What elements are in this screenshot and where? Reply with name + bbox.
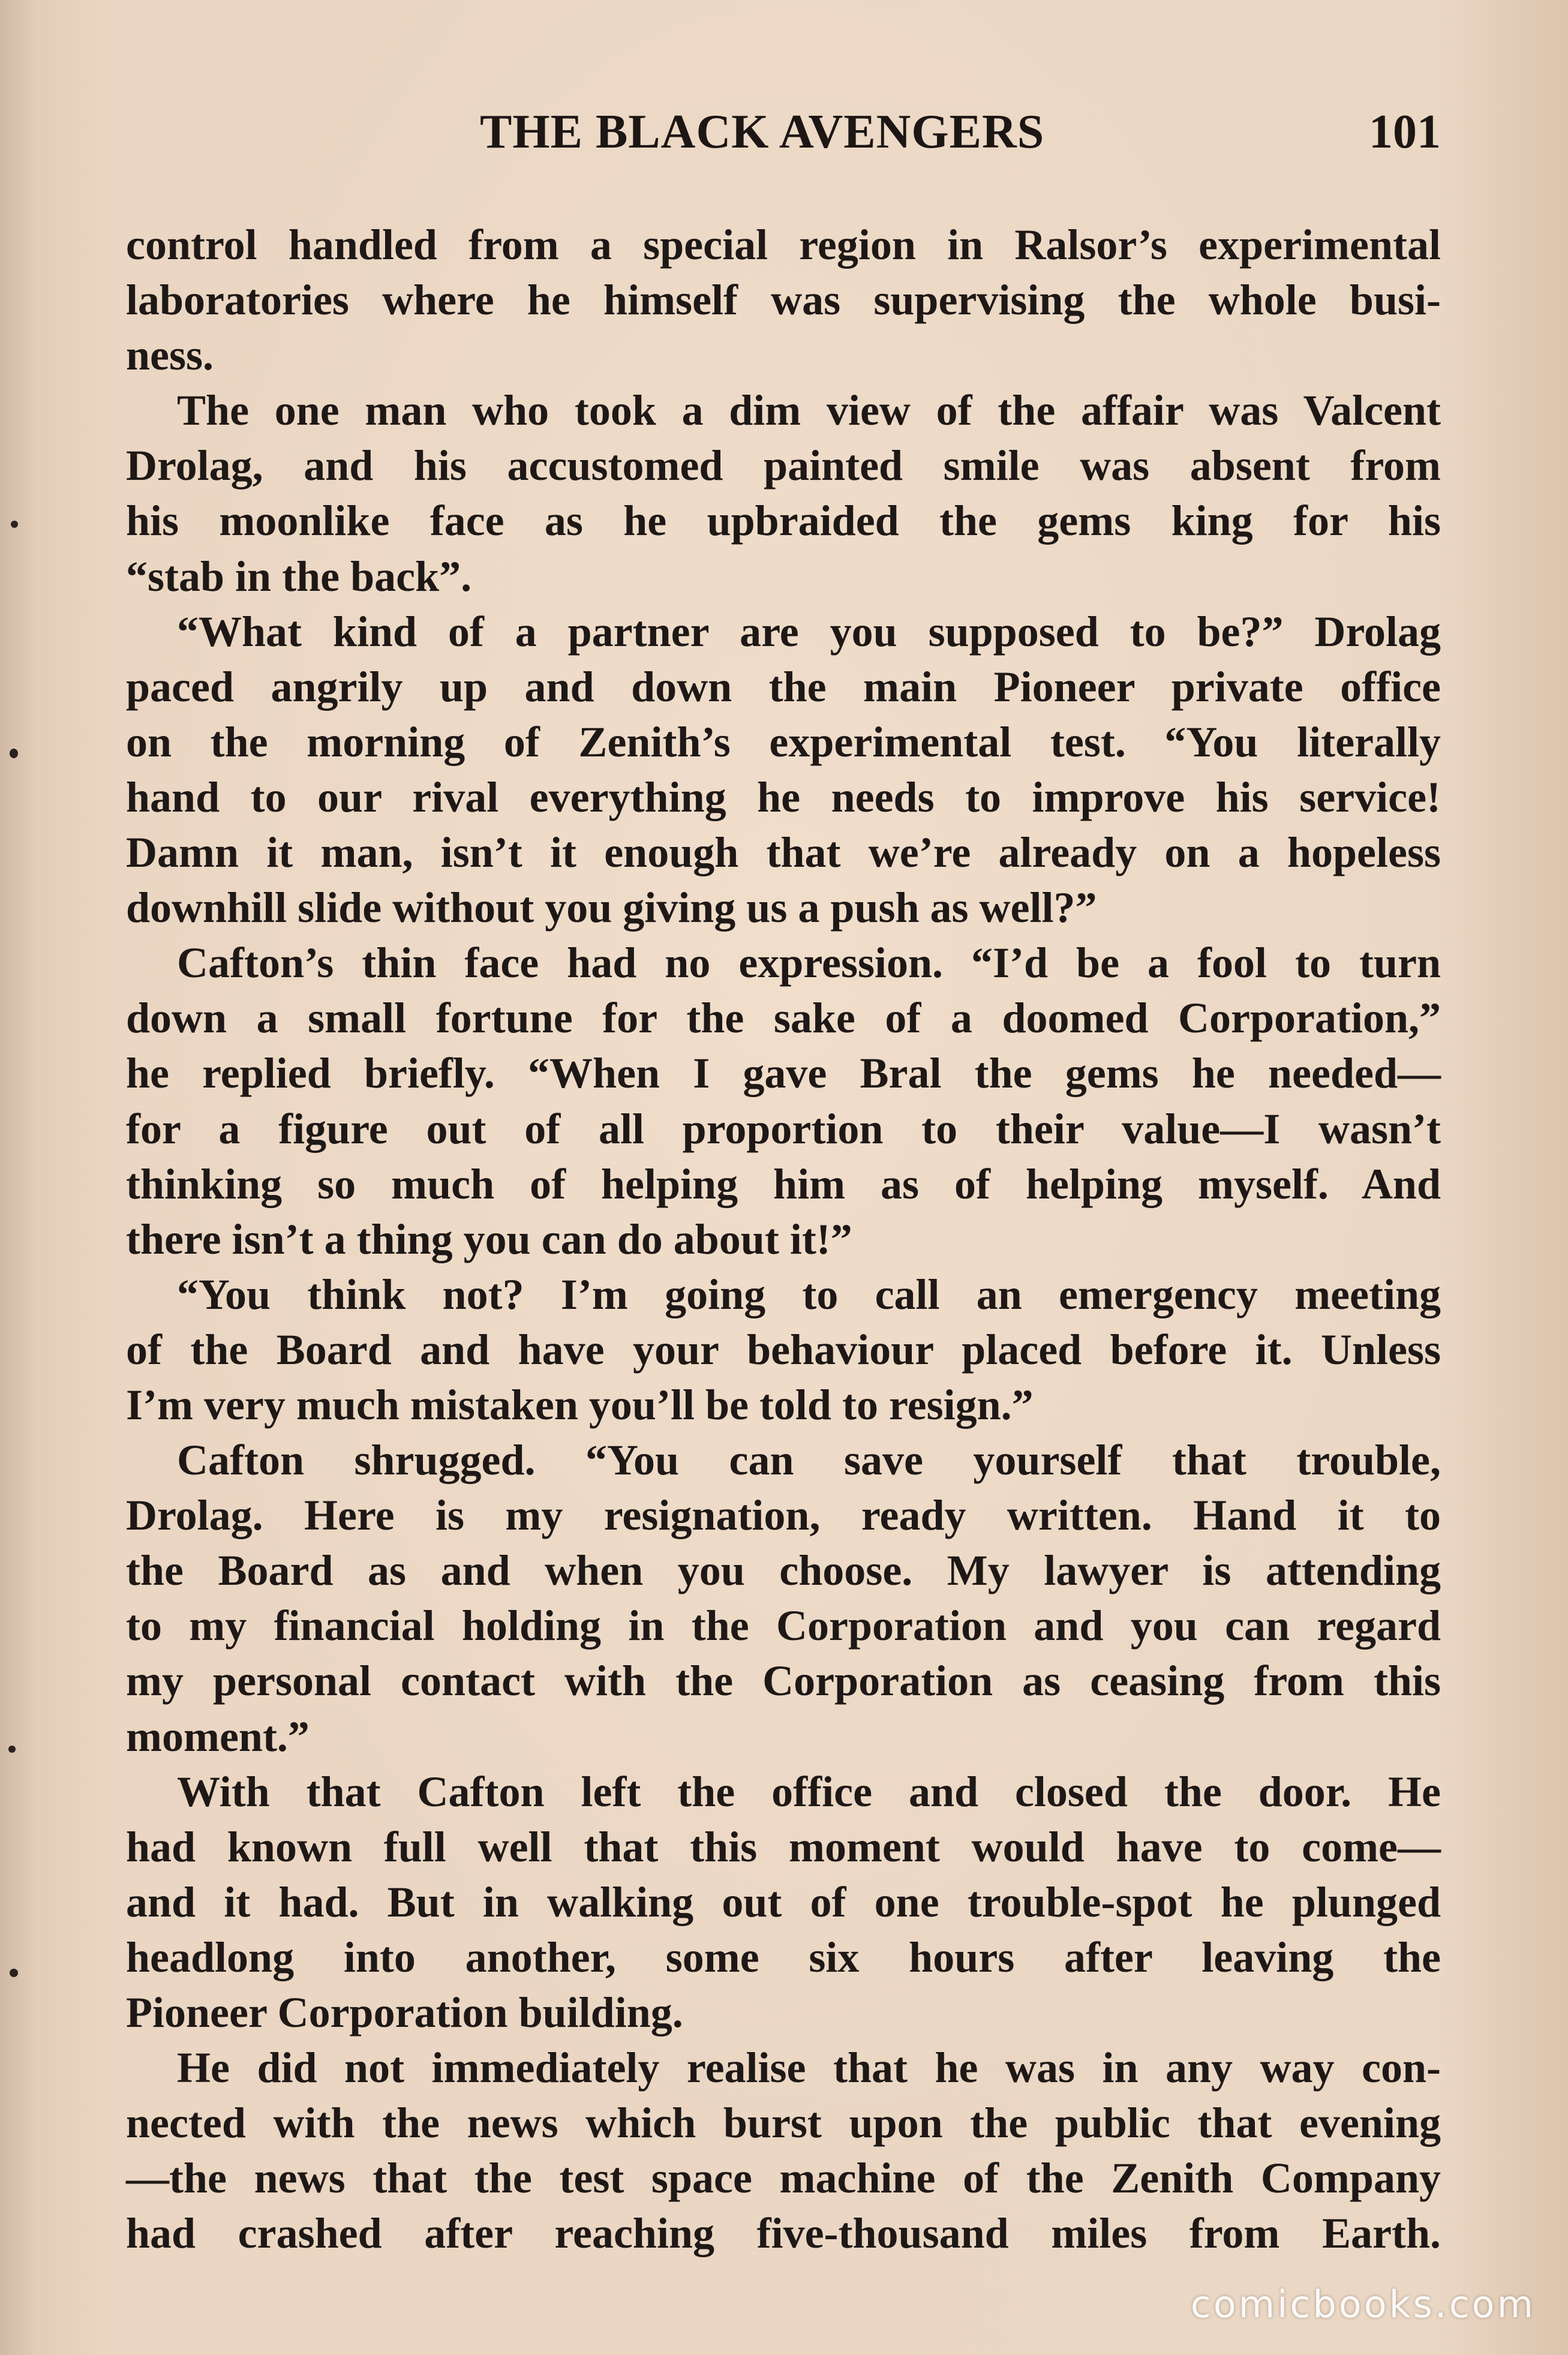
watermark-text: comicbooks.com [1190, 2282, 1536, 2326]
paragraph [126, 1267, 1441, 1432]
paragraph [126, 217, 1441, 383]
text-line: —the news that the test space machine of the Zenith Company [126, 2154, 1441, 2203]
text-line: Pioneer Corporation building. [126, 1988, 683, 2036]
text-line: downhill slide without you giving us a push as well?” [126, 884, 1097, 932]
text-line: moment.” [126, 1712, 310, 1761]
margin-speck [11, 521, 18, 528]
text-line: had crashed after reaching five-thousand miles from Earth. [126, 2209, 1441, 2258]
paragraph [126, 1432, 1441, 1764]
text-line: Drolag, and his accustomed painted smile was absent from [126, 441, 1441, 490]
text-line: Drolag. Here is my resignation, ready written. Hand it to [126, 1491, 1441, 1540]
text-line: the Board as and when you choose. My lawyer is attending [126, 1546, 1441, 1595]
text-line: “What kind of a partner are you supposed to be?” Drolag [177, 607, 1441, 656]
text-line: “You think not? I’m going to call an emergency meeting [177, 1270, 1441, 1318]
text-line: ness. [126, 331, 214, 380]
text-line: nected with the news which burst upon the public that evening [126, 2099, 1441, 2147]
text-line: down a small fortune for the sake of a doomed Corporation,” [126, 994, 1441, 1043]
text-line: “stab in the back”. [126, 552, 472, 600]
paragraph [126, 2040, 1441, 2261]
page-number: 101 [1369, 106, 1441, 158]
paragraph [126, 935, 1441, 1267]
text-line: and it had. But in walking out of one trouble-spot he plunged [126, 1878, 1441, 1926]
text-line: my personal contact with the Corporation as ceasing from this [126, 1657, 1441, 1705]
paragraph [126, 604, 1441, 936]
text-line: Cafton shrugged. “You can save yourself that trouble, [177, 1436, 1441, 1485]
text-line: to my financial holding in the Corporation and you can regard [126, 1602, 1441, 1650]
text-line: for a figure out of all proportion to their value—I wasn’t [126, 1104, 1441, 1153]
text-line: He did not immediately realise that he was in any way con- [177, 2044, 1441, 2092]
text-line: The one man who took a dim view of the affair was Valcent [177, 386, 1441, 435]
paragraph [126, 383, 1441, 603]
text-line: of the Board and have your behaviour placed before it. Unless [126, 1325, 1441, 1374]
margin-speck [10, 1969, 18, 1977]
text-line: paced angrily up and down the main Pioneer private office [126, 662, 1441, 711]
text-line: laboratories where he himself was supervising the whole busi- [126, 276, 1441, 325]
text-line: I’m very much mistaken you’ll be told to resign.” [126, 1380, 1034, 1429]
text-line: headlong into another, some six hours after leaving the [126, 1933, 1441, 1981]
text-line: hand to our rival everything he needs to improve his service! [126, 773, 1441, 821]
text-line: control handled from a special region in Ralsor’s experimental [126, 221, 1441, 269]
text-line: thinking so much of helping him as of helping myself. And [126, 1160, 1441, 1208]
text-line: With that Cafton left the office and closed the door. He [177, 1767, 1441, 1816]
running-head [0, 105, 1568, 171]
text-line: there isn’t a thing you can do about it!” [126, 1215, 852, 1263]
margin-speck [8, 1746, 16, 1753]
body-text [126, 217, 1441, 2261]
text-line: on the morning of Zenith’s experimental test. “You literally [126, 717, 1441, 766]
margin-speck [10, 749, 18, 758]
text-line: Cafton’s thin face had no expression. “I’d be a fool to turn [177, 939, 1441, 987]
text-line: Damn it man, isn’t it enough that we’re already on a hopeless [126, 828, 1441, 877]
text-line: he replied briefly. “When I gave Bral the gems he needed— [126, 1049, 1441, 1098]
paragraph [126, 1764, 1441, 2040]
running-title: THE BLACK AVENGERS [480, 106, 1045, 158]
text-line: had known full well that this moment would have to come— [126, 1822, 1441, 1871]
text-line: his moonlike face as he upbraided the gems king for his [126, 497, 1441, 545]
